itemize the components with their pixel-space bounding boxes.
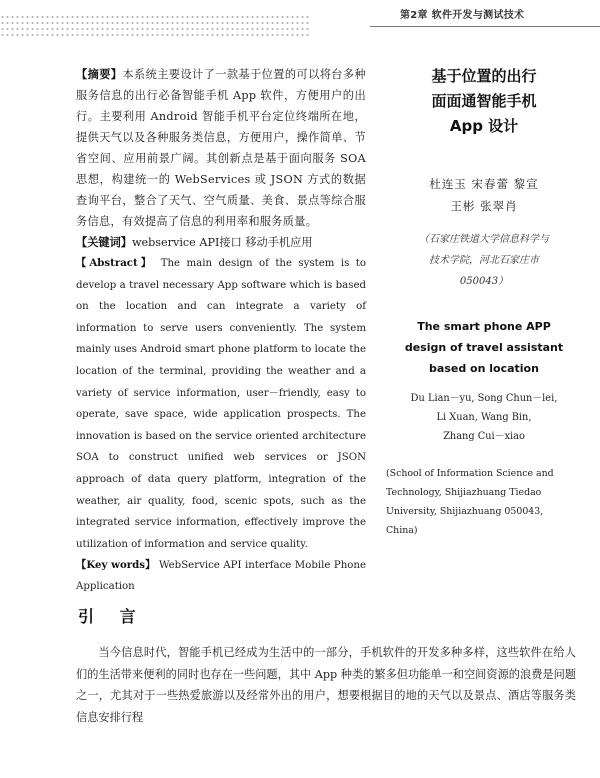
section-heading-introduction: 引 言 (78, 607, 146, 626)
abstract-column (76, 64, 366, 597)
header-rule (370, 26, 600, 27)
paper-title-zh-line: 基于位置的出行 (431, 67, 537, 85)
paper-title-zh-line: App 设计 (449, 117, 519, 135)
authors-zh-line: 王彬 张翠肖 (450, 199, 518, 213)
authors-en (386, 389, 582, 446)
introduction-text: 当今信息时代，智能手机已经成为生活中的一部分，手机软件的开发多种多样，这些软件在给人们的生活带来便利的同时也存在一些问题，其中 App 种类的繁多但功能单一和空间资源的浪费是问题之一，尤其对于一些热爱旅游以及经常外出的用户，想要根据目的地的天气以及景点、酒店等服务类信息安排行程 (76, 646, 576, 724)
abstract-zh (76, 64, 366, 232)
keywords-zh-text: webservice API接口 移动手机应用 (131, 236, 313, 249)
paper-title-en-line: The smart phone APP (417, 320, 551, 333)
header-dotted-band (0, 14, 310, 40)
abstract-zh-tag: 【摘要】 (76, 67, 123, 81)
abstract-zh-text: 本系统主要设计了一款基于位置的可以将台多种服务信息的出行必备智能手机 App 软件，方便用户的出行。主要利用 Android 智能手机平台定位终端所在地，提供天气以及各种服务类信息，方便用户，操作简单、节省空间、应用前景广阔。其创新点是基于面向服务 SOA 思想，构建统一的 WebServices 或 JSON 方式的数据查询平台，整合了天气、空气质量、美食、景点等综合服务信息，有效提高了信息的利用率和服务质量。 (76, 68, 366, 228)
affiliation-zh-line: （石家庄铁道大学信息科学与 (419, 234, 549, 245)
paper-title-en-line: based on location (429, 362, 539, 375)
keywords-en-tag: 【Key words】 (76, 559, 156, 572)
authors-zh (386, 173, 582, 217)
abstract-en-text: The main design of the system is to develop a travel necessary App software which is based on the location and can integrate a variety of information to serve users conveniently. The system mainly uses Android smart phone platform to locate the location of the terminal, providing the weather and a variety of service information, user－friendly, easy to operate, save space, wide application prospects. The innovation is based on the service oriented architecture SOA to construct unified web services or JSON approach of data query platform, integration of the weather, air quality, food, scenic spots, such as the integrated service information, effectively improve the utilization of information and service quality. (76, 258, 366, 550)
authors-zh-line: 杜连玉 宋春蕾 黎宣 (429, 177, 539, 191)
affiliation-zh (386, 229, 582, 292)
keywords-zh-tag: 【关键词】 (76, 235, 132, 249)
affiliation-zh-line: 050043） (459, 276, 509, 287)
keywords-en-text: WebService API interface Mobile Phone Application (76, 560, 366, 593)
affiliation-en: (School of Information Science and Technology, Shijiazhuang Tiedao University, Shijiazhuang 050043, China) (386, 468, 554, 536)
keywords-zh (76, 232, 366, 253)
paper-title-en (386, 316, 582, 379)
abstract-en (76, 253, 366, 555)
authors-en-line: Du Lian－yu, Song Chun－lei, (410, 393, 558, 404)
title-column (386, 64, 582, 540)
abstract-en-tag: 【Abstract】 (76, 257, 155, 269)
authors-en-line: Li Xuan, Wang Bin, (436, 412, 532, 423)
paper-title-en-line: design of travel assistant (404, 341, 564, 354)
authors-en-line: Zhang Cui－xiao (443, 431, 525, 442)
paper-title-zh (386, 64, 582, 139)
paper-title-zh-line: 面面通智能手机 (431, 92, 537, 110)
keywords-en (76, 555, 366, 597)
affiliation-zh-line: 技术学院，河北石家庄市 (429, 255, 539, 266)
running-header: 第2章 软件开发与测试技术 (400, 10, 525, 21)
